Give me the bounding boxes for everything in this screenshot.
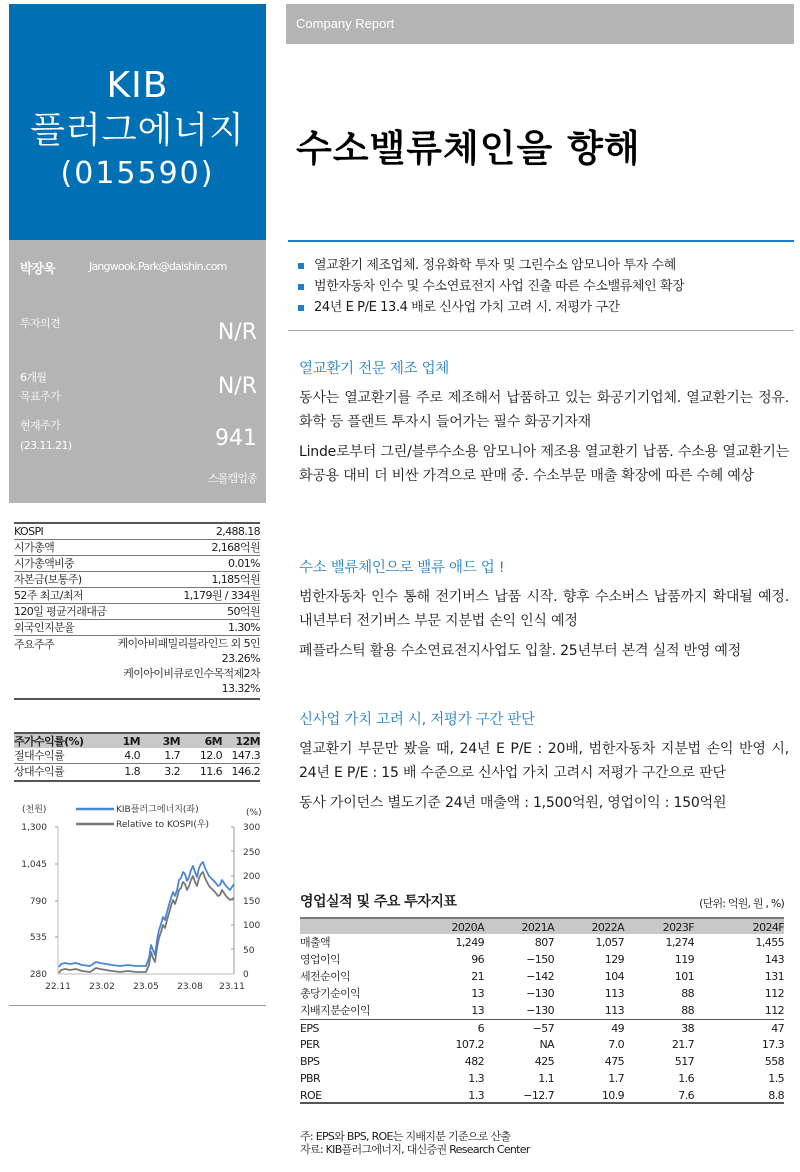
row-label: 영업이익 — [300, 953, 341, 966]
y-right-tick: 150 — [243, 897, 261, 907]
section-paragraph: 범한자동차 인수 통해 전기버스 납품 시작. 향후 수소버스 납품까지 확대될 예정. 내년부터 전기버스 부문 지분법 손익 인식 예정 — [299, 589, 789, 629]
row-label: 상대수익률 — [14, 765, 65, 778]
table-row — [14, 540, 260, 556]
footnote: 주: EPS와 BPS, ROE는 지배지분 기준으로 산출 — [300, 1130, 511, 1143]
cell: 1.5 — [768, 1072, 784, 1085]
cell: 1,274 — [665, 936, 694, 949]
col-header: 6M — [204, 735, 222, 748]
row-value: 2,168억원 — [211, 541, 260, 554]
holder-2-share: 13.32% — [221, 682, 260, 695]
row-label: 시가총액비중 — [14, 557, 75, 570]
key-point-text: 24년 E P/E 13.4 배로 신사업 가치 고려 시. 저평가 구간 — [314, 300, 620, 315]
table-row — [300, 1002, 784, 1019]
bullet-square-icon — [298, 305, 304, 311]
cell: 147.3 — [231, 749, 260, 762]
row-label: 120일 평균거래대금 — [14, 605, 107, 618]
col-header: 주가수익률(%) — [14, 735, 84, 748]
cell: 1.7 — [608, 1072, 624, 1085]
cell: 21 — [471, 970, 484, 983]
cell: 38 — [681, 1022, 694, 1035]
cell: 21.7 — [671, 1038, 694, 1051]
key-point — [296, 276, 794, 297]
col-header: 3M — [162, 735, 180, 748]
section-valuation — [299, 708, 789, 821]
cell: 112 — [764, 1004, 784, 1017]
right-axis-unit: (%) — [246, 808, 262, 818]
row-value: 2,488.18 — [215, 525, 260, 538]
key-point — [296, 255, 794, 276]
y-left-tick: 535 — [29, 933, 47, 943]
table-row — [14, 588, 260, 604]
x-tick: 23.02 — [89, 982, 115, 992]
financials-unit: (단위: 억원, 원 , %) — [699, 897, 784, 910]
row-label: 매출액 — [300, 936, 331, 949]
price-value: 941 — [215, 426, 257, 451]
cell: 47 — [771, 1022, 784, 1035]
cell: 13 — [471, 987, 484, 1000]
y-right-tick: 50 — [243, 946, 255, 956]
section-heading: 신사업 가치 고려 시, 저평가 구간 판단 — [299, 712, 535, 728]
row-label: 외국인지분율 — [14, 621, 75, 634]
key-point-text: 열교환기 제조업체. 정유화학 투자 및 그린수소 암모니아 투자 수혜 — [314, 258, 676, 273]
key-point — [296, 297, 794, 318]
cell: 807 — [534, 936, 554, 949]
company-name-line2: 플러그에너지 — [30, 110, 245, 151]
cell: NA — [539, 1038, 554, 1051]
cell: 1.3 — [468, 1089, 484, 1102]
row-label: ROE — [300, 1089, 322, 1102]
bullet-square-icon — [298, 284, 304, 290]
cell: 1,249 — [455, 936, 484, 949]
cell: −130 — [526, 1004, 554, 1017]
section-paragraph: 동사 가이던스 별도기준 24년 매출액 : 1,500억원, 영업이익 : 150억원 — [299, 795, 727, 811]
stock-price-chart — [10, 800, 266, 995]
cell: 129 — [604, 953, 624, 966]
row-label: PBR — [300, 1072, 321, 1085]
row-label: BPS — [300, 1055, 320, 1068]
cell: 12.0 — [199, 749, 222, 762]
cell: 1.6 — [678, 1072, 694, 1085]
market-info-table — [14, 522, 260, 700]
section-heading: 열교환기 전문 제조 업체 — [299, 361, 449, 377]
col-header: 2023F — [662, 921, 694, 934]
cell: 107.2 — [455, 1038, 484, 1051]
price-label-2: (23.11.21) — [20, 439, 72, 452]
source-note: 자료: KIB플러그에너지, 대신증권 Research Center — [300, 1143, 530, 1156]
cell: 7.6 — [678, 1089, 694, 1102]
cell: 6 — [477, 1022, 484, 1035]
cell: 88 — [681, 987, 694, 1000]
y-right-tick: 0 — [243, 970, 249, 980]
table-row — [300, 951, 784, 968]
cell: 1.3 — [468, 1072, 484, 1085]
cell: 13 — [471, 1004, 484, 1017]
x-tick: 23.11 — [219, 982, 245, 992]
left-sidebar — [9, 4, 266, 503]
table-footnotes — [300, 1130, 530, 1156]
col-header: 12M — [235, 735, 260, 748]
report-type-band: Company Report — [286, 4, 794, 44]
table-row — [300, 934, 784, 951]
row-label: 지배지분순이익 — [300, 1004, 371, 1017]
table-row — [300, 1087, 784, 1104]
cell: 119 — [674, 953, 694, 966]
section-paragraph: Linde로부터 그린/블루수소용 암모니아 제조용 열교환기 납품. 수소용 열교환기는 화공용 대비 더 비싼 가격으로 판매 중. 수소부문 매출 확장에 따른 수혜 예상 — [299, 444, 789, 484]
row-value: 1,179원 / 334원 — [183, 589, 260, 602]
cell: 112 — [764, 987, 784, 1000]
holders-label: 주요주주 — [14, 638, 55, 651]
table-row — [14, 620, 260, 636]
cell: 1,057 — [595, 936, 624, 949]
y-right-tick: 200 — [243, 872, 261, 882]
analyst-name: 박장욱 — [20, 262, 55, 277]
cell: 101 — [674, 970, 694, 983]
legend-company: KIB플러그에너지(좌) — [116, 805, 199, 815]
row-value: 1.30% — [228, 621, 260, 634]
key-points-list — [296, 255, 794, 318]
x-tick: 22.11 — [45, 982, 71, 992]
cell: 49 — [611, 1022, 624, 1035]
section-paragraph: 동사는 열교환기를 주로 제조해서 납품하고 있는 화공기기업체. 열교환기는 정유. 화학 등 플랜트 투자시 들어가는 필수 화공기자재 — [299, 390, 789, 430]
y-right-tick: 100 — [243, 921, 261, 931]
cell: 4.0 — [124, 749, 140, 762]
table-row — [14, 604, 260, 620]
row-label: 세전순이익 — [300, 970, 351, 983]
cell: 1,455 — [755, 936, 784, 949]
financials-title: 영업실적 및 주요 투자지표 — [300, 894, 457, 910]
cell: −12.7 — [523, 1089, 554, 1102]
target-label-2: 목표주가 — [20, 390, 61, 403]
cell: 113 — [604, 987, 624, 1000]
key-point-text: 범한자동차 인수 및 수소연료전지 사업 진출 따른 수소밸류체인 확장 — [314, 279, 685, 294]
table-row — [300, 968, 784, 985]
divider — [9, 1005, 266, 1006]
row-label: 절대수익률 — [14, 749, 65, 762]
divider — [288, 330, 794, 331]
cell: 11.6 — [199, 765, 222, 778]
cell: 425 — [534, 1055, 554, 1068]
ticker-code: (015590) — [60, 156, 215, 191]
row-label: EPS — [300, 1022, 319, 1035]
y-right-tick: 250 — [243, 848, 261, 858]
table-row — [300, 1053, 784, 1070]
cell: 113 — [604, 1004, 624, 1017]
cell: 1.8 — [124, 765, 140, 778]
cell: 475 — [604, 1055, 624, 1068]
major-shareholders-row — [14, 636, 260, 698]
col-header: 2022A — [591, 921, 624, 934]
cell: 143 — [764, 953, 784, 966]
company-price-line — [59, 862, 234, 967]
cell: 96 — [471, 953, 484, 966]
title-divider — [288, 240, 794, 242]
row-label: 자본금(보통주) — [14, 573, 82, 586]
table-row — [300, 985, 784, 1002]
rating-panel — [9, 240, 266, 503]
analyst-email[interactable]: Jangwook.Park@daishin.com — [89, 260, 227, 273]
financials-table — [300, 917, 784, 1104]
cell: 146.2 — [231, 765, 260, 778]
cell: −130 — [526, 987, 554, 1000]
cell: 17.3 — [761, 1038, 784, 1051]
section-heading: 수소 밸류체인으로 밸류 애드 업 ! — [299, 560, 505, 576]
cell: 1.1 — [538, 1072, 554, 1085]
holder-1-share: 23.26% — [221, 652, 260, 665]
cell: 1.7 — [164, 749, 180, 762]
cell: 517 — [674, 1055, 694, 1068]
section-paragraph: 열교환기 부문만 봤을 때, 24년 E P/E : 20배, 범한자동차 지분법 손익 반영 시, 24년 E P/E : 15 배 수준으로 신사업 가치 고려시 저평가 구간으로 판단 — [299, 741, 789, 781]
row-label: 시가총액 — [14, 541, 55, 554]
left-axis-unit: (천원) — [22, 805, 47, 815]
opinion-label: 투자의견 — [20, 317, 61, 330]
holder-2-name: 케이아이비큐로인수목적제2차 — [123, 667, 260, 680]
cell: 8.8 — [768, 1089, 784, 1102]
cell: 558 — [764, 1055, 784, 1068]
cell: 3.2 — [164, 765, 180, 778]
price-label-1: 현재주가 — [20, 419, 61, 432]
chart-svg — [10, 800, 266, 995]
section-hydrogen-value-chain — [299, 556, 789, 669]
table-header — [14, 732, 260, 748]
y-right-tick: 300 — [243, 823, 261, 833]
table-row — [14, 764, 260, 780]
row-label: KOSPI — [14, 525, 44, 538]
row-value: 1,185억원 — [211, 573, 260, 586]
y-left-tick: 280 — [29, 970, 47, 980]
table-row — [14, 524, 260, 540]
table-row — [14, 572, 260, 588]
table-header — [300, 917, 784, 934]
cell: 482 — [464, 1055, 484, 1068]
company-name-box — [9, 4, 266, 240]
col-header: 2024F — [752, 921, 784, 934]
cell: −142 — [526, 970, 554, 983]
target-value: N/R — [217, 374, 257, 399]
row-value: 0.01% — [228, 557, 260, 570]
cell: −57 — [532, 1022, 554, 1035]
y-left-tick: 1,045 — [21, 860, 47, 870]
table-row — [300, 1019, 784, 1036]
cell: 131 — [764, 970, 784, 983]
legend-relative: Relative to KOSPI(우) — [116, 820, 210, 830]
table-row — [14, 748, 260, 764]
stock-returns-table — [14, 732, 260, 782]
cell: 88 — [681, 1004, 694, 1017]
table-row — [14, 556, 260, 572]
table-row — [300, 1070, 784, 1087]
relative-to-kospi-line — [59, 872, 234, 973]
row-value: 50억원 — [227, 605, 260, 618]
row-label: 총당기순이익 — [300, 987, 361, 1000]
opinion-value: N/R — [217, 320, 257, 345]
cell: 7.0 — [608, 1038, 624, 1051]
x-tick: 23.05 — [133, 982, 159, 992]
company-name-line1: KIB — [106, 65, 169, 106]
row-label: 52주 최고/최저 — [14, 589, 83, 602]
report-title: 수소밸류체인을 향해 — [296, 127, 641, 170]
section-paragraph: 폐플라스틱 활용 수소연료전지사업도 입찰. 25년부터 본격 실적 반영 예정 — [299, 643, 742, 659]
cell: 104 — [604, 970, 624, 983]
col-header: 1M — [122, 735, 140, 748]
col-header: 2020A — [451, 921, 484, 934]
bullet-square-icon — [298, 263, 304, 269]
table-row — [300, 1036, 784, 1053]
x-tick: 23.08 — [177, 982, 203, 992]
y-left-tick: 1,300 — [21, 823, 47, 833]
cell: 10.9 — [601, 1089, 624, 1102]
col-header: 2021A — [521, 921, 554, 934]
cell: −150 — [526, 953, 554, 966]
target-label-1: 6개월 — [20, 371, 47, 384]
sector-label: 스몰캡업종 — [207, 472, 257, 485]
section-heat-exchanger — [299, 357, 789, 494]
holder-1-name: 케이아비패밀리블라인드 외 5인 — [117, 637, 260, 650]
row-label: PER — [300, 1038, 320, 1051]
y-left-tick: 790 — [29, 897, 47, 907]
